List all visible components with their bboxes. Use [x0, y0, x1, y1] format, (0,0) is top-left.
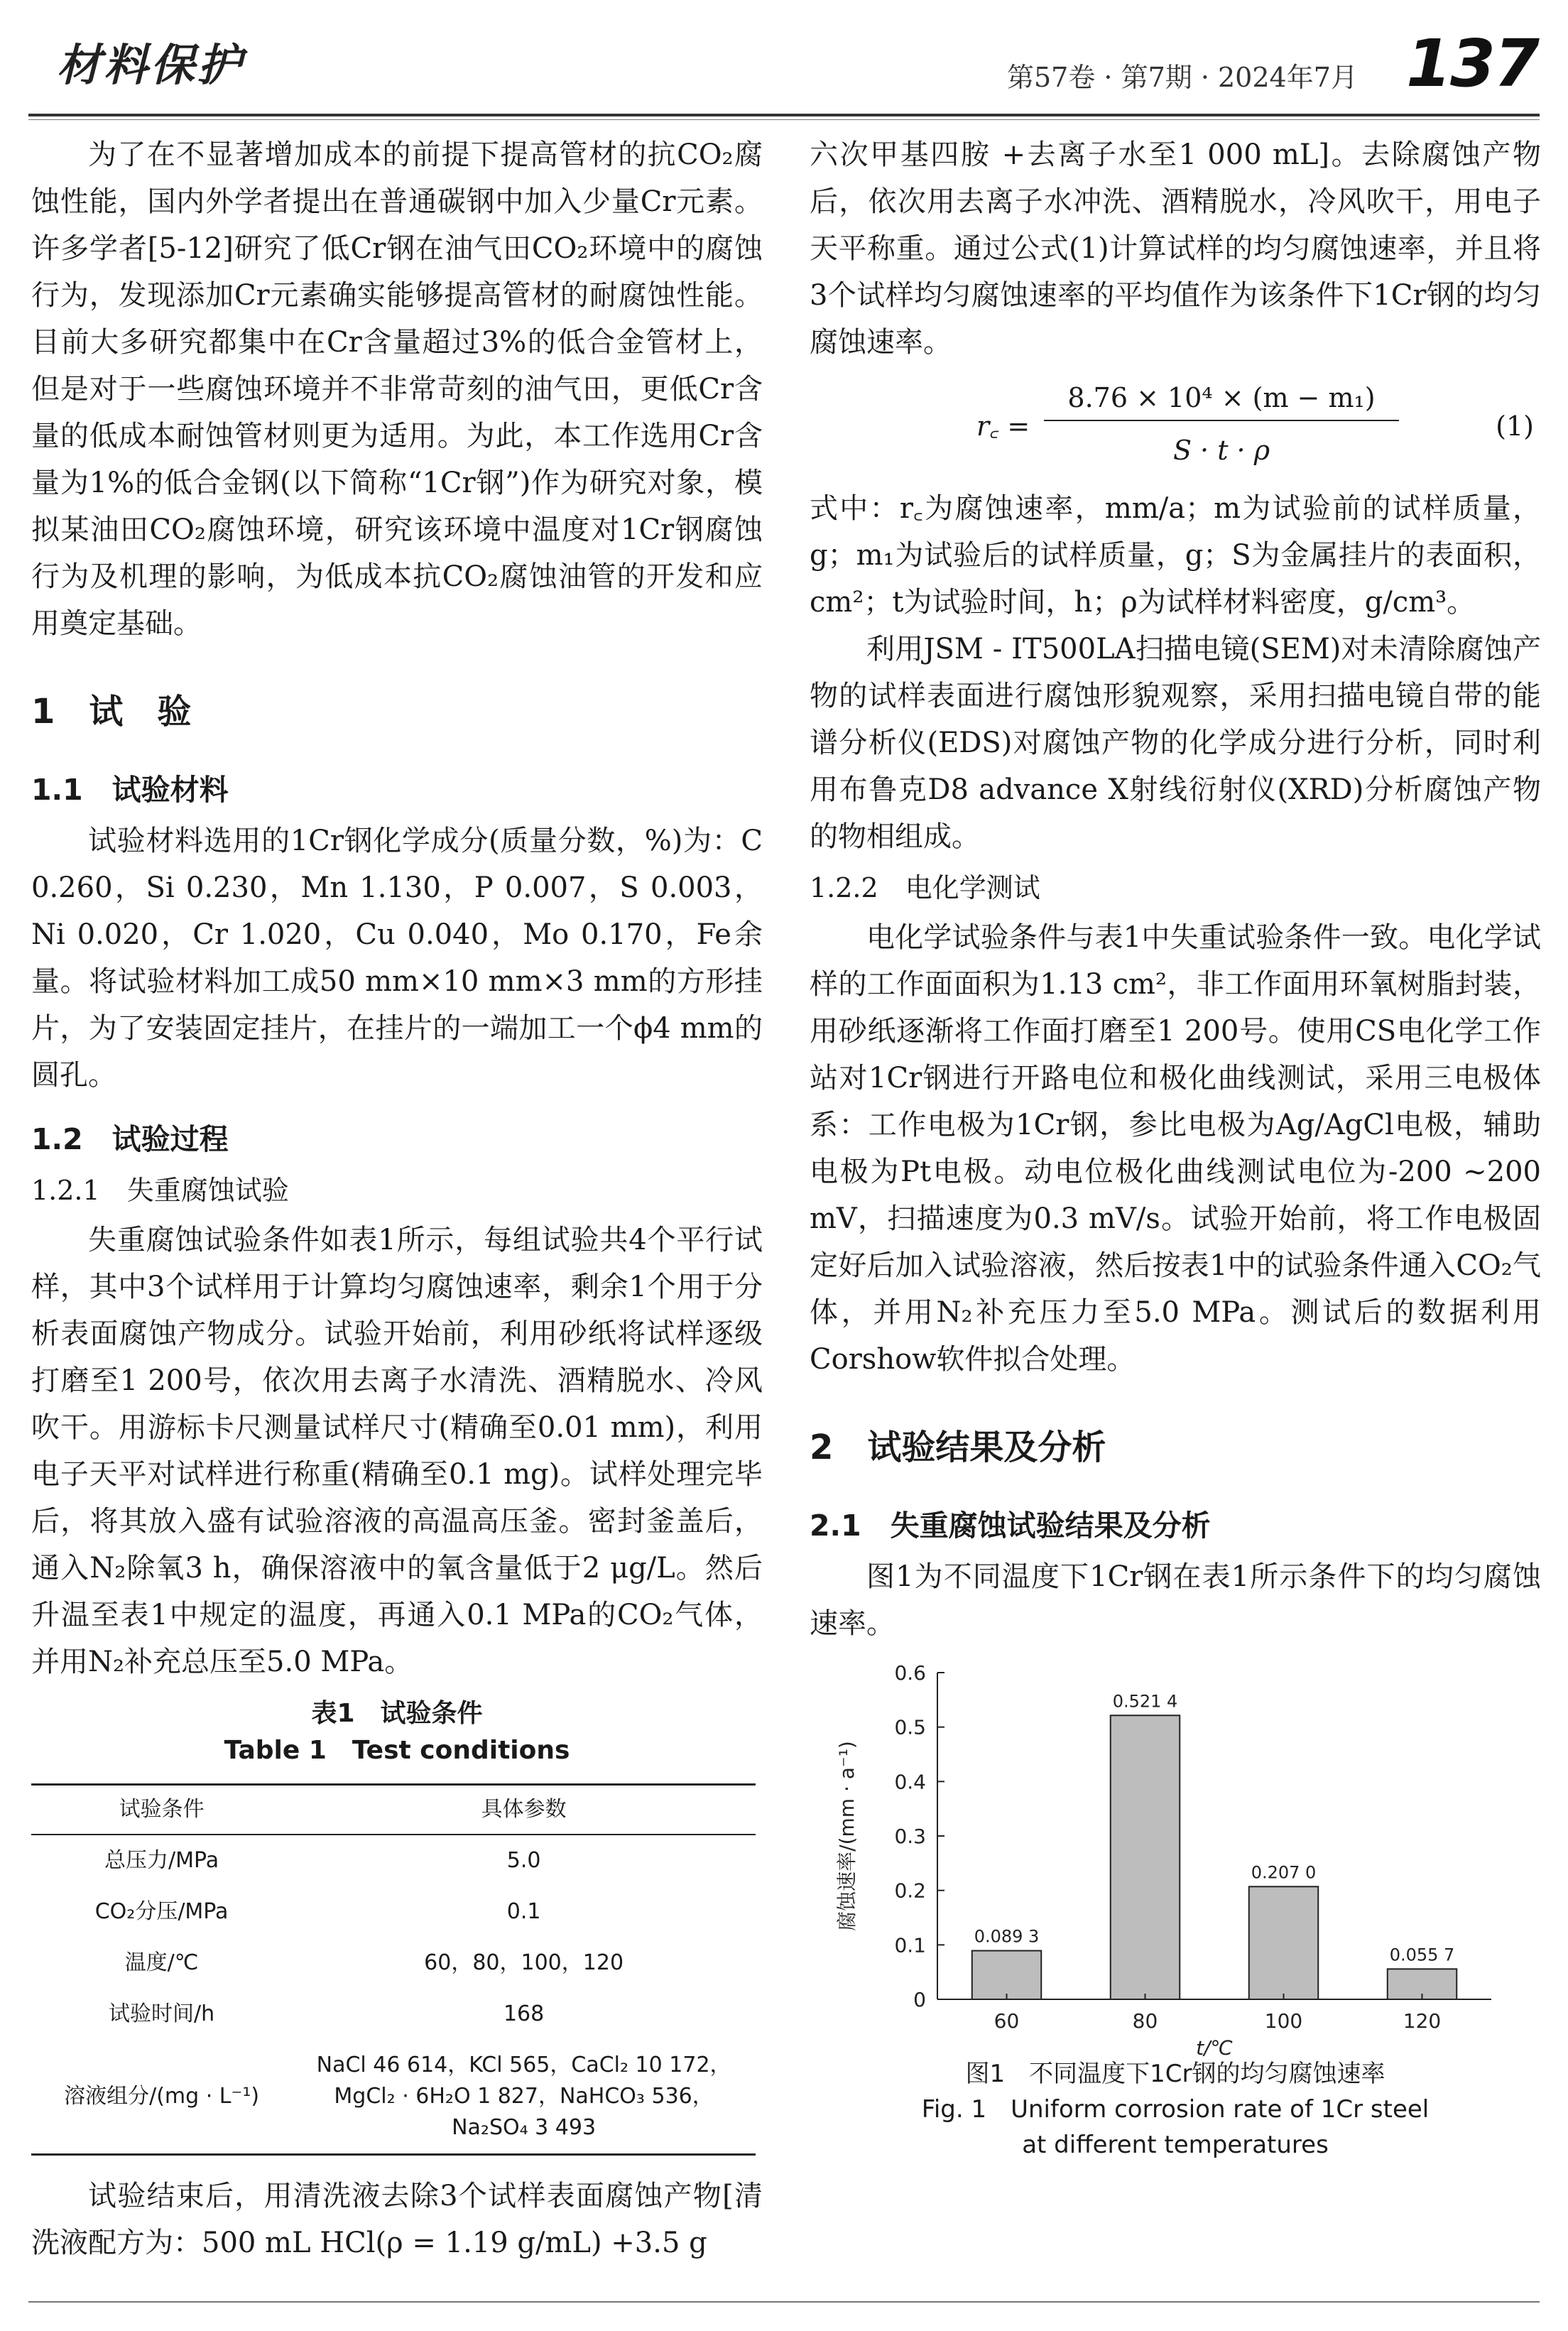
- header-rule: [28, 114, 1540, 116]
- y-tick-label: 0.6: [894, 1661, 926, 1685]
- data-label: 0.055 7: [1389, 1945, 1455, 1965]
- y-tick-label: 0: [913, 1988, 926, 2011]
- sem-paragraph: 利用JSM - IT500LA扫描电镜(SEM)对未清除腐蚀产物的试样表面进行腐蚀形貌观察，采用扫描电镜自带的能谱分析仪(EDS)对腐蚀产物的化学成分进行分析，同时利用布鲁克D8 advance X射线衍射仪(XRD)分析腐蚀产物的物相组成。: [810, 633, 1541, 853]
- table-cell: NaCl 46 614，KCl 565，CaCl₂ 10 172，MgCl₂ · 6H₂O 1 827，NaHCO₃ 536，Na₂SO₄ 3 493: [292, 2040, 756, 2155]
- x-tick-label: 100: [1264, 2009, 1303, 2033]
- table-header: 具体参数: [292, 1785, 756, 1835]
- results-paragraph: 图1为不同温度下1Cr钢在表1所示条件下的均匀腐蚀速率。: [810, 1560, 1541, 1640]
- section-1-2-title: 1.2 试验过程: [31, 1122, 229, 1156]
- table-title-cn: 表1 试验条件: [311, 1699, 483, 1728]
- formula-lhs: r꜀ =: [976, 411, 1030, 442]
- right-column: [810, 131, 1541, 2163]
- table-row: [31, 2040, 756, 2155]
- figure-caption-en-1: Fig. 1 Uniform corrosion rate of 1Cr steel: [921, 2095, 1430, 2124]
- y-tick-label: 0.5: [894, 1715, 926, 1739]
- table-cell: 5.0: [506, 1848, 541, 1873]
- formula-numerator: 8.76 × 10⁴ × (m − m₁): [1067, 382, 1376, 413]
- table-header: 试验条件: [31, 1785, 292, 1835]
- header-rule-thin: [28, 119, 1540, 120]
- table-row: [31, 1886, 756, 1938]
- y-tick-label: 0.1: [894, 1933, 926, 1957]
- bar: [972, 1951, 1042, 1999]
- echem-paragraph: 电化学试验条件与表1中失重试验条件一致。电化学试样的工作面面积为1.13 cm²，非工作面用环氧树脂封装，用砂纸逐渐将工作面打磨至1 200号。使用CS电化学工作站对1Cr钢进行开路电位和极化曲线测试，采用三电极体系：工作电极为1Cr钢，参比电极为Ag/AgCl电极，辅助电极为Pt电极。动电位极化曲线测试电位为-200 ~200 mV，扫描速度为0.3 mV/s。试验开始前，将工作电极固定好后加入试验溶液，然后按表1中的试验条件通入CO₂气体，并用N₂补充压力至5.0 MPa。测试后的数据利用Corshow软件拟合处理。: [810, 921, 1541, 1376]
- intro-paragraph: 为了在不显著增加成本的前提下提高管材的抗CO₂腐蚀性能，国内外学者提出在普通碳钢中加入少量Cr元素。许多学者[5-12]研究了低Cr钢在油气田CO₂环境中的腐蚀行为，发现添加Cr元素确实能够提高管材的耐腐蚀性能。目前大多研究都集中在Cr含量超过3%的低合金管材上，但是对于一些腐蚀环境并不非常苛刻的油气田，更低Cr含量的低成本耐蚀管材则更为适用。为此，本工作选用Cr含量为1%的低合金钢(以下简称“1Cr钢”)作为研究对象，模拟某油田CO₂腐蚀环境，研究该环境中温度对1Cr钢腐蚀行为及机理的影响，为低成本抗CO₂腐蚀油管的开发和应用奠定基础。: [31, 138, 763, 640]
- weightloss-paragraph: 失重腐蚀试验条件如表1所示，每组试验共4个平行试样，其中3个试样用于计算均匀腐蚀速率，剩余1个用于分析表面腐蚀产物成分。试验开始前，利用砂纸将试样逐级打磨至1 200号，依次用去离子水清洗、酒精脱水、冷风吹干。用游标卡尺测量试样尺寸(精确至0.01 mm)，利用电子天平对试样进行称重(精确至0.1 mg)。试样处理完毕后，将其放入盛有试验溶液的高温高压釜。密封釜盖后，通入N₂除氧3 h，确保溶液中的氧含量低于2 μg/L。然后升温至表1中规定的温度，再通入0.1 MPa的CO₂气体，并用N₂补充总压至5.0 MPa。: [31, 1224, 763, 1678]
- table-title-en: Table 1 Test conditions: [224, 1736, 570, 1765]
- x-tick-label: 80: [1132, 2009, 1158, 2033]
- x-tick-label: 120: [1403, 2009, 1442, 2033]
- bar: [1111, 1715, 1180, 1999]
- section-2-1-title: 2.1 失重腐蚀试验结果及分析: [810, 1509, 1211, 1543]
- section-2-title: 2 试验结果及分析: [810, 1428, 1106, 1467]
- y-axis-label: 腐蚀速率/(mm · a⁻¹): [835, 1741, 859, 1931]
- section-1-2-1-title: 1.2.1 失重腐蚀试验: [31, 1175, 289, 1206]
- issue-info: 第57卷 · 第7期 · 2024年7月: [1007, 62, 1358, 93]
- bar-chart: [810, 1658, 1534, 2056]
- left-column: [31, 131, 763, 2266]
- y-tick-label: 0.4: [894, 1770, 926, 1794]
- table-row: [31, 1938, 756, 1989]
- x-axis-label: t/℃: [1196, 2036, 1233, 2056]
- x-tick-label: 60: [993, 2009, 1020, 2033]
- table-cell: 60，80，100，120: [424, 1950, 624, 1975]
- footer-rule: [28, 2301, 1540, 2303]
- data-label: 0.089 3: [974, 1926, 1040, 1947]
- data-label: 0.207 0: [1251, 1862, 1317, 1883]
- table-cell: 0.1: [506, 1899, 541, 1924]
- table-row: [31, 1989, 756, 2040]
- bar: [1249, 1886, 1319, 1999]
- y-tick-label: 0.2: [894, 1879, 926, 1903]
- y-tick-label: 0.3: [894, 1825, 926, 1848]
- after-table-paragraph: 试验结束后，用清洗液去除3个试样表面腐蚀产物[清洗液配方为：500 mL HCl(ρ = 1.19 g/mL) +3.5 g: [31, 2180, 763, 2259]
- section-1-2-2-title: 1.2.2 电化学测试: [810, 872, 1040, 903]
- section-1-title: 1 试 验: [31, 692, 192, 732]
- section-1-1-title: 1.1 试验材料: [31, 773, 229, 807]
- table-cell: 试验时间/h: [109, 2001, 215, 2026]
- journal-logo: 材料保护: [57, 39, 245, 91]
- table-cell: 总压力/MPa: [104, 1848, 219, 1873]
- table-cell: 溶液组分/(mg · L⁻¹): [31, 2040, 292, 2155]
- materials-paragraph: 试验材料选用的1Cr钢化学成分(质量分数，%)为：C 0.260，Si 0.230，Mn 1.130，P 0.007，S 0.003，Ni 0.020，Cr 1.020，Cu 0.040，Mo 0.170，Fe余量。将试验材料加工成50 mm×10 mm×3 mm的方形挂片，为了安装固定挂片，在挂片的一端加工一个ϕ4 mm的圆孔。: [31, 825, 763, 1092]
- formula-number: (1): [1496, 411, 1534, 442]
- figure-caption-cn: 图1 不同温度下1Cr钢的均匀腐蚀速率: [965, 2060, 1385, 2088]
- conditions-table: [31, 1783, 756, 2156]
- figure-1: [810, 1658, 1534, 2056]
- formula-1: [810, 371, 1541, 478]
- where-paragraph: 式中：r꜀为腐蚀速率，mm/a；m为试验前的试样质量，g；m₁为试验后的试样质量，g；S为金属挂片的表面积，cm²；t为试验时间，h；ρ为试样材料密度，g/cm³。: [810, 492, 1541, 619]
- continued-paragraph: 六次甲基四胺 +去离子水至1 000 mL]。去除腐蚀产物后，依次用去离子水冲洗、酒精脱水，冷风吹干，用电子天平称重。通过公式(1)计算试样的均匀腐蚀速率，并且将3个试样均匀腐蚀速率的平均值作为该条件下1Cr钢的均匀腐蚀速率。: [810, 138, 1541, 359]
- figure-caption-en-2: at different temperatures: [1022, 2131, 1329, 2159]
- page-number: 137: [1406, 26, 1539, 102]
- table-cell: 168: [503, 2001, 545, 2026]
- fraction-bar: [1044, 420, 1399, 421]
- formula-denominator: S · t · ρ: [1172, 435, 1270, 466]
- table-row: [31, 1835, 756, 1886]
- table-cell: 温度/℃: [124, 1950, 199, 1975]
- data-label: 0.521 4: [1112, 1691, 1178, 1712]
- table-cell: CO₂分压/MPa: [94, 1899, 229, 1924]
